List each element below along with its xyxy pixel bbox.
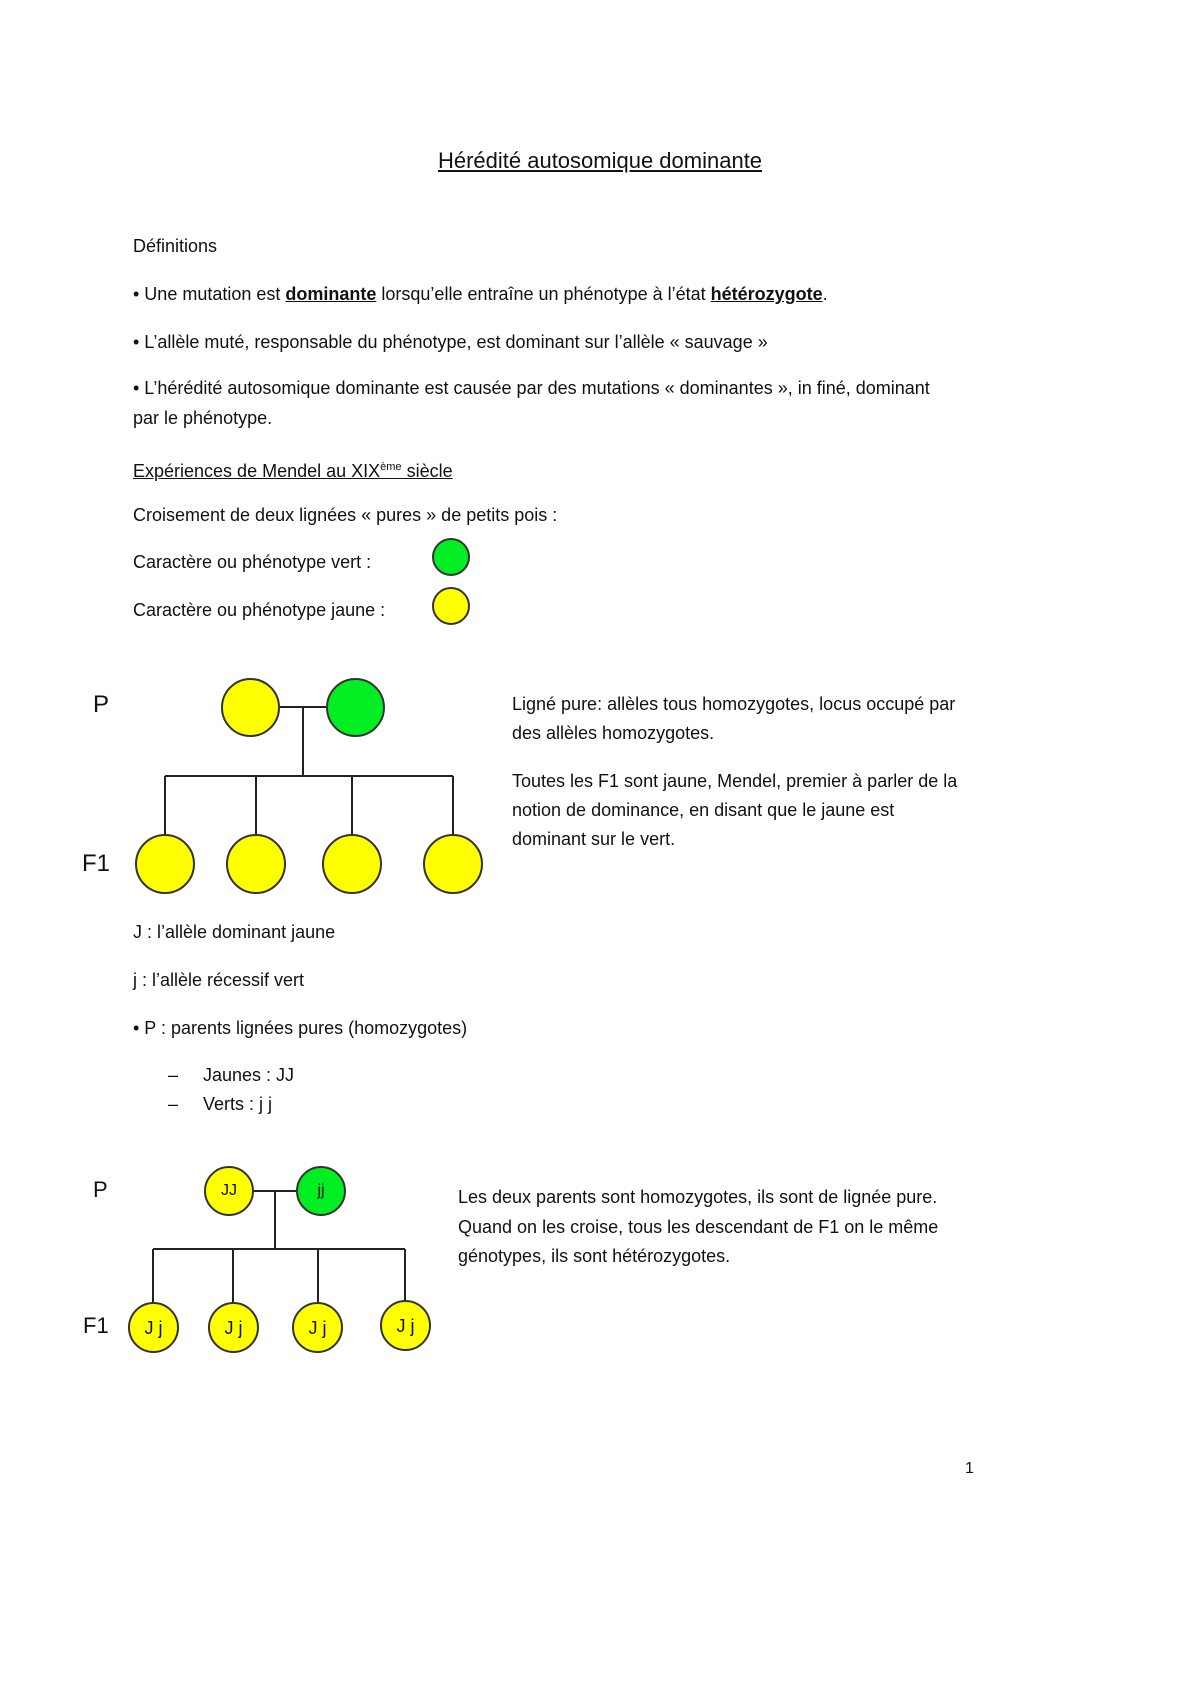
diagram2-child-2-label: J j (224, 1318, 243, 1338)
diagram1-child-2 (226, 834, 286, 894)
bullet-1-mid: lorsqu’elle entraîne un phénotype à l’état (376, 284, 711, 304)
parents-bullet: • P : parents lignées pures (homozygotes) (133, 1018, 468, 1038)
diagram1-text1-line1: Ligné pure: allèles tous homozygotes, locus occupé par (512, 694, 956, 714)
mendel-heading-pre: Expériences de Mendel au XIX (133, 461, 381, 481)
green-phenotype-label: Caractère ou phénotype vert : (133, 552, 372, 572)
bullet-1-post: . (822, 284, 828, 304)
diagram2-text-line3: génotypes, ils sont hétérozygotes. (458, 1246, 731, 1266)
diagram2-child-1-label: J j (144, 1318, 163, 1338)
diagram1-parent-green (326, 678, 385, 737)
diagram1-parent-yellow (221, 678, 280, 737)
diagram2-child-3 (292, 1302, 343, 1353)
dash-item-yellow: – Jaunes : JJ (168, 1065, 295, 1085)
definition-bullet-2: • L’allèle muté, responsable du phénotype, est dominant sur l’allèle « sauvage » (133, 332, 768, 352)
diagram1-child-3 (322, 834, 382, 894)
diagram1-text1-line2: des allèles homozygotes. (512, 723, 715, 743)
definitions-heading: Définitions (133, 236, 218, 256)
cross-description: Croisement de deux lignées « pures » de petits pois : (133, 505, 558, 525)
allele-j-definition: j : l’allèle récessif vert (133, 970, 305, 990)
diagram2-f1-label: F1 (83, 1313, 109, 1338)
allele-J-definition: J : l’allèle dominant jaune (133, 922, 336, 942)
page-title: Hérédité autosomique dominante (437, 148, 763, 173)
diagram2-text-line2: Quand on les croise, tous les descendant de F1 on le même (458, 1217, 939, 1237)
bullet-1-heterozygote: hétérozygote (710, 284, 823, 304)
bullet-1-pre: • Une mutation est (133, 284, 286, 304)
definition-bullet-3-line-2: par le phénotype. (133, 408, 273, 428)
diagram2-child-4 (380, 1300, 431, 1351)
mendel-heading-post: siècle (401, 461, 453, 481)
diagram2-text-line1: Les deux parents sont homozygotes, ils sont de lignée pure. (458, 1187, 938, 1207)
diagram1-text2-line2: notion de dominance, en disant que le jaune est (512, 800, 895, 820)
diagram2-child-3-label: J j (308, 1318, 327, 1338)
diagram2-parent-JJ-label: JJ (221, 1182, 237, 1199)
diagram2-child-1 (128, 1302, 179, 1353)
diagram2-parent-jj (296, 1166, 346, 1216)
diagram1-f1-label: F1 (82, 850, 111, 877)
diagram2-child-2 (208, 1302, 259, 1353)
definition-bullet-3-line-1: • L’hérédité autosomique dominante est causée par des mutations « dominantes », in finé, dominant (133, 378, 930, 398)
diagram1-text2-line3: dominant sur le vert. (512, 829, 676, 849)
diagram1-child-1 (135, 834, 195, 894)
diagram1-text2-line1: Toutes les F1 sont jaune, Mendel, premier à parler de la (512, 771, 958, 791)
diagram1-p-label: P (93, 691, 110, 718)
page-number: 1 (965, 1460, 974, 1477)
bullet-1-dominante: dominante (285, 284, 377, 304)
diagram1-child-4 (423, 834, 483, 894)
dash-item-green: – Verts : j j (168, 1094, 273, 1114)
diagram2-parent-jj-label: jj (317, 1182, 325, 1199)
yellow-phenotype-label: Caractère ou phénotype jaune : (133, 600, 386, 620)
diagram2-parent-JJ (204, 1166, 254, 1216)
diagram2-p-label: P (93, 1177, 108, 1202)
diagram2-child-4-label: J j (396, 1316, 415, 1336)
mendel-heading-sup: ème (380, 461, 402, 473)
